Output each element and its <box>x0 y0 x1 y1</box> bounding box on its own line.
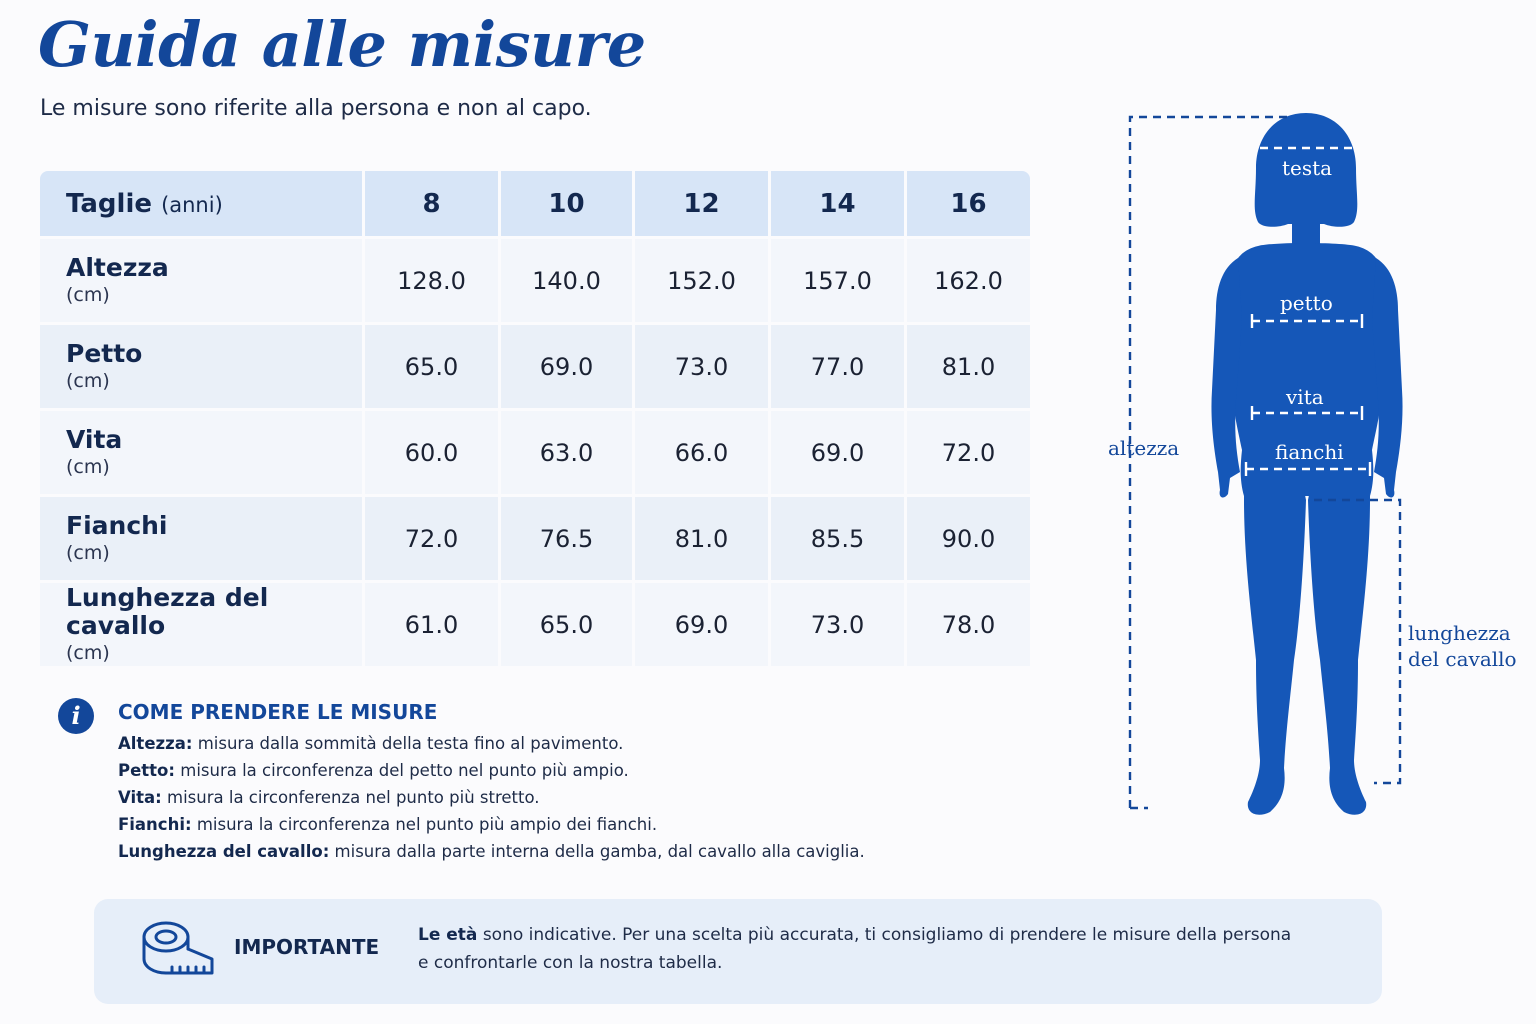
table-cell: 81.0 <box>632 494 768 580</box>
measuring-tape-icon <box>140 919 216 983</box>
list-item <box>118 784 865 811</box>
table-cell: 69.0 <box>768 408 904 494</box>
important-text-bold: Le età <box>418 925 478 945</box>
table-cell: 162.0 <box>904 236 1030 322</box>
sizes-header-label: Taglie <box>66 188 152 219</box>
size-column-header: 12 <box>632 171 768 236</box>
row-unit: (cm) <box>66 641 110 664</box>
table-cell: 69.0 <box>632 580 768 666</box>
instruction-text: misura la circonferenza nel punto più ampio dei fianchi. <box>191 815 658 834</box>
list-item <box>118 757 865 784</box>
body-silhouette-icon <box>1090 100 1530 830</box>
table-cell: 65.0 <box>362 322 498 408</box>
table-cell: 140.0 <box>498 236 632 322</box>
info-icon: i <box>58 698 94 734</box>
important-text-rest: sono indicative. Per una scelta più accurata, ti consigliamo di prendere le misure della persona <box>477 925 1292 945</box>
instruction-term: Petto: <box>118 761 175 780</box>
table-cell: 81.0 <box>904 322 1030 408</box>
row-header <box>40 322 362 408</box>
label-petto: petto <box>1280 291 1333 315</box>
table-row <box>40 322 1030 408</box>
label-testa: testa <box>1282 156 1333 180</box>
row-header <box>40 494 362 580</box>
table-cell: 73.0 <box>768 580 904 666</box>
instruction-term: Fianchi: <box>118 815 192 834</box>
table-cell: 90.0 <box>904 494 1030 580</box>
table-cell: 157.0 <box>768 236 904 322</box>
instruction-text: misura la circonferenza nel punto più stretto. <box>161 788 540 807</box>
size-column-header: 16 <box>904 171 1030 236</box>
instruction-text: misura dalla parte interna della gamba, dal cavallo alla caviglia. <box>329 842 865 861</box>
table-cell: 76.5 <box>498 494 632 580</box>
sizes-header <box>40 171 362 236</box>
label-altezza: altezza <box>1108 436 1180 460</box>
page-subtitle: Le misure sono riferite alla persona e non al capo. <box>40 96 592 121</box>
important-label: IMPORTANTE <box>234 935 380 959</box>
table-cell: 78.0 <box>904 580 1030 666</box>
size-column-header: 14 <box>768 171 904 236</box>
table-cell: 85.5 <box>768 494 904 580</box>
instruction-text: misura la circonferenza del petto nel punto più ampio. <box>175 761 629 780</box>
instruction-text: misura dalla sommità della testa fino al pavimento. <box>192 734 624 753</box>
table-row <box>40 580 1030 666</box>
row-unit: (cm) <box>66 369 110 392</box>
instruction-term: Vita: <box>118 788 162 807</box>
size-column-header: 10 <box>498 171 632 236</box>
table-cell: 152.0 <box>632 236 768 322</box>
table-cell: 61.0 <box>362 580 498 666</box>
list-item <box>118 838 865 865</box>
label-cavallo-line1: lunghezza <box>1408 621 1511 645</box>
table-cell: 66.0 <box>632 408 768 494</box>
table-cell: 60.0 <box>362 408 498 494</box>
table-cell: 69.0 <box>498 322 632 408</box>
table-cell: 65.0 <box>498 580 632 666</box>
table-row <box>40 408 1030 494</box>
row-label: Vita <box>66 424 123 454</box>
page-title: Guida alle misure <box>38 8 646 81</box>
table-cell: 73.0 <box>632 322 768 408</box>
row-label: Petto <box>66 338 143 368</box>
size-table <box>40 171 1030 666</box>
row-unit: (cm) <box>66 455 110 478</box>
important-text <box>418 921 1298 977</box>
table-cell: 77.0 <box>768 322 904 408</box>
table-cell: 72.0 <box>904 408 1030 494</box>
important-text-line2: e confrontarle con la nostra tabella. <box>418 953 723 973</box>
row-label: Lunghezza del cavallo <box>66 582 269 640</box>
important-notice <box>94 899 1382 1004</box>
list-item <box>118 730 865 757</box>
instructions-title: COME PRENDERE LE MISURE <box>118 700 438 724</box>
measurement-figure <box>1090 100 1530 830</box>
row-header <box>40 408 362 494</box>
instruction-term: Altezza: <box>118 734 193 753</box>
label-cavallo-line2: del cavallo <box>1408 647 1517 671</box>
row-unit: (cm) <box>66 283 110 306</box>
table-row <box>40 494 1030 580</box>
table-cell: 72.0 <box>362 494 498 580</box>
table-cell: 63.0 <box>498 408 632 494</box>
size-column-header: 8 <box>362 171 498 236</box>
table-cell: 128.0 <box>362 236 498 322</box>
instructions-list <box>118 730 865 865</box>
table-header-row <box>40 171 1030 236</box>
row-label: Altezza <box>66 252 169 282</box>
row-header <box>40 236 362 322</box>
label-fianchi: fianchi <box>1275 440 1344 464</box>
label-cavallo <box>1408 620 1517 672</box>
sizes-header-unit: (anni) <box>161 192 223 217</box>
row-unit: (cm) <box>66 541 110 564</box>
label-vita: vita <box>1286 385 1324 409</box>
row-header <box>40 580 362 666</box>
list-item <box>118 811 865 838</box>
instruction-term: Lunghezza del cavallo: <box>118 842 330 861</box>
row-label: Fianchi <box>66 510 168 540</box>
table-row <box>40 236 1030 322</box>
